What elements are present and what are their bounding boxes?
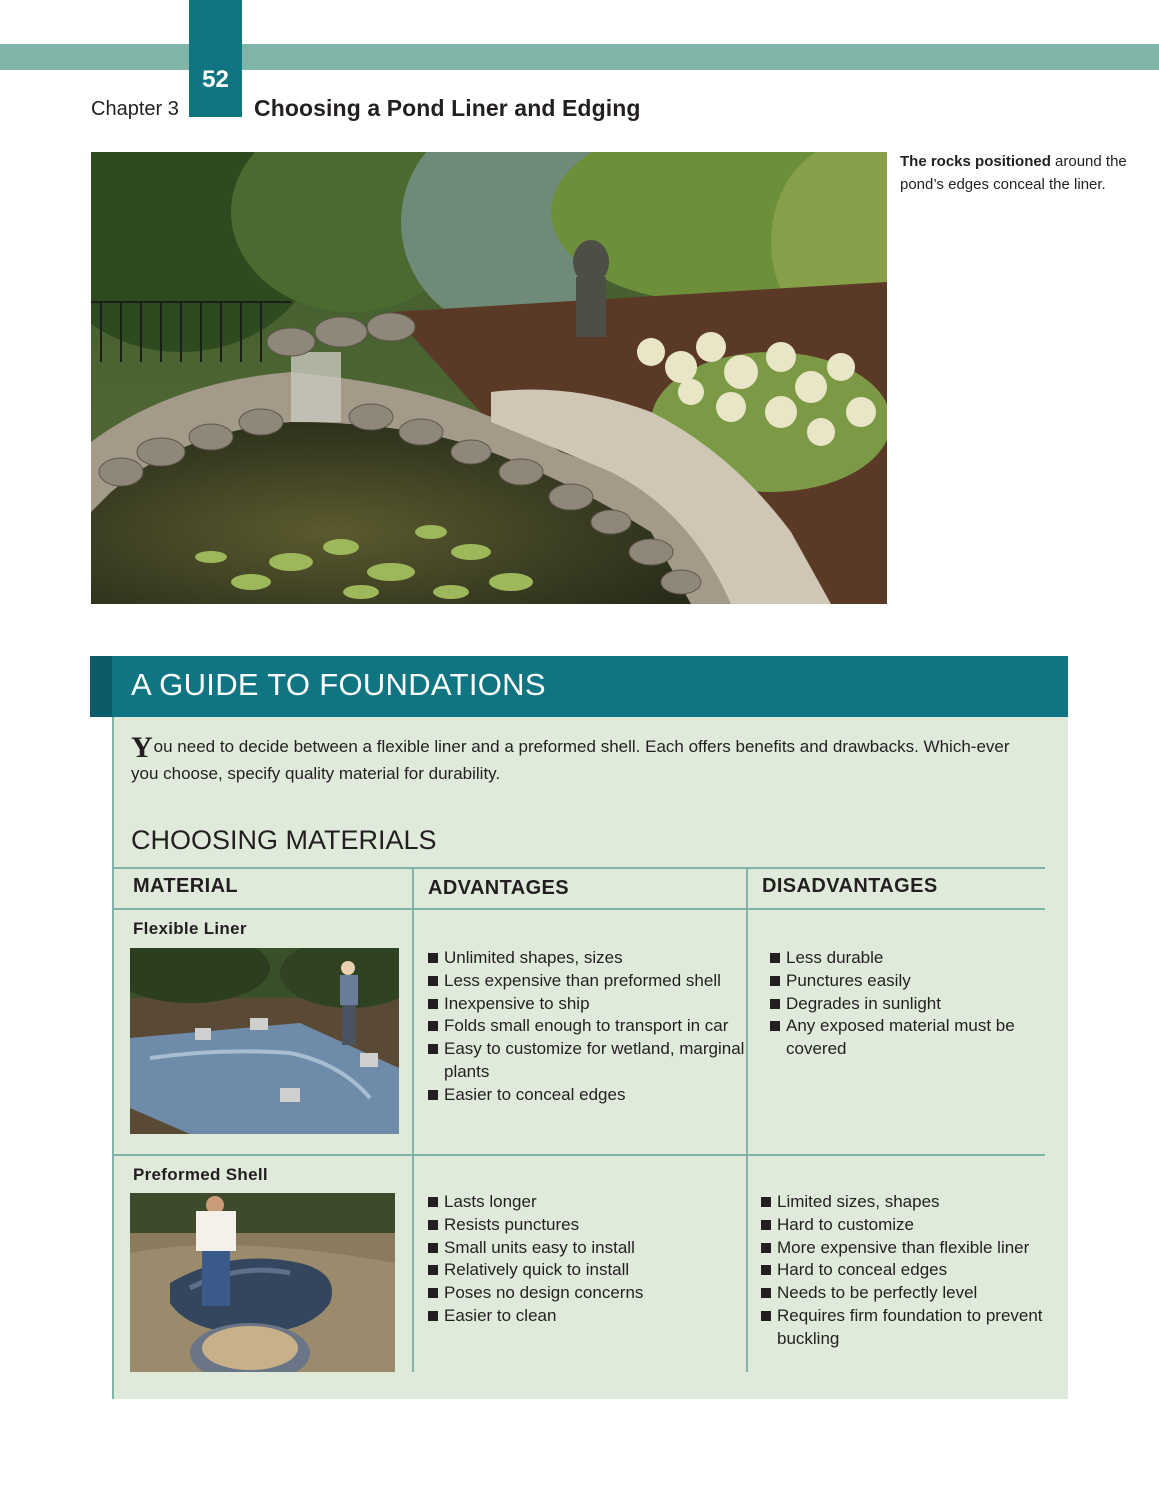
list-item: Less expensive than preformed shell (428, 970, 746, 993)
page-number: 52 (202, 66, 229, 93)
table-title: CHOOSING MATERIALS (131, 825, 437, 855)
table-rule-top (114, 867, 1045, 869)
intro-text: ou need to decide between a flexible liner and a preformed shell. Each offers benefits and drawbacks. Which-ever you choose, specify quality material for durability. (131, 737, 1010, 783)
flexible-liner-advantages (428, 947, 746, 1107)
list-item: Degrades in sunlight (770, 993, 1040, 1016)
list-item: Inexpensive to ship (428, 993, 746, 1016)
header-material: MATERIAL (133, 875, 239, 897)
pond-photo (91, 152, 887, 604)
list-item: Poses no design concerns (428, 1282, 746, 1305)
preformed-shell-photo (130, 1193, 395, 1372)
drop-cap: Y (131, 731, 153, 764)
list-item: Small units easy to install (428, 1237, 746, 1260)
chapter-label: Chapter 3 (91, 98, 179, 120)
flexible-liner-disadvantages (770, 947, 1040, 1061)
header-advantages: ADVANTAGES (428, 877, 570, 899)
table-divider-1 (412, 867, 414, 1372)
preformed-shell-disadvantages (761, 1191, 1045, 1351)
list-item: Easier to conceal edges (428, 1084, 746, 1107)
list-item: Easy to customize for wetland, marginal plants (428, 1038, 746, 1084)
list-item: Hard to customize (761, 1214, 1045, 1237)
list-item: Lasts longer (428, 1191, 746, 1214)
chapter-title: Choosing a Pond Liner and Edging (254, 95, 641, 121)
header-band (0, 44, 1159, 70)
list-item: Unlimited shapes, sizes (428, 947, 746, 970)
table-divider-2 (746, 867, 748, 1372)
list-item: Easier to clean (428, 1305, 746, 1328)
table-rule-row (114, 1154, 1045, 1156)
section-title: A GUIDE TO FOUNDATIONS (131, 667, 546, 702)
photo-caption (900, 150, 1130, 196)
list-item: Resists punctures (428, 1214, 746, 1237)
row-label-preformed-shell: Preformed Shell (133, 1165, 268, 1184)
list-item: Relatively quick to install (428, 1259, 746, 1282)
row-label-flexible-liner: Flexible Liner (133, 919, 247, 938)
list-item: Hard to conceal edges (761, 1259, 1045, 1282)
table-rule-header (114, 908, 1045, 910)
caption-bold: The rocks positioned (900, 153, 1051, 170)
list-item: Needs to be perfectly level (761, 1282, 1045, 1305)
header-disadvantages: DISADVANTAGES (762, 875, 938, 897)
panel-edge (112, 715, 114, 1399)
preformed-shell-advantages (428, 1191, 746, 1328)
caption-text: around the pond’s edges conceal the liner. (900, 153, 1127, 193)
banner-accent (90, 656, 112, 717)
list-item: Folds small enough to transport in car (428, 1015, 746, 1038)
list-item: More expensive than flexible liner (761, 1237, 1045, 1260)
list-item: Requires firm foundation to prevent buckling (761, 1305, 1045, 1351)
list-item: Limited sizes, shapes (761, 1191, 1045, 1214)
list-item: Less durable (770, 947, 1040, 970)
list-item: Punctures easily (770, 970, 1040, 993)
page-number-tab (189, 0, 242, 117)
flexible-liner-photo (130, 948, 399, 1134)
list-item: Any exposed material must be covered (770, 1015, 1040, 1061)
intro-paragraph (131, 733, 1031, 787)
